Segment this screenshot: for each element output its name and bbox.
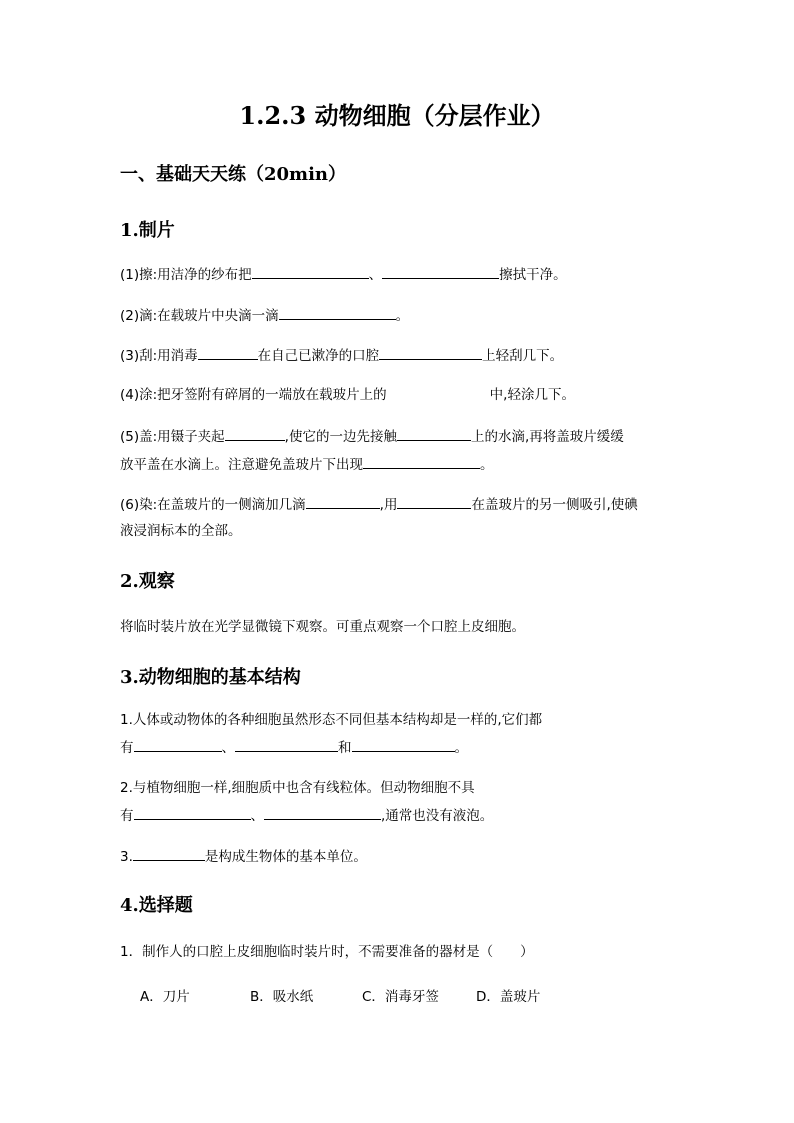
- observe-text: 将临时装片放在光学显微镜下观察。可重点观察一个口腔上皮细胞。: [120, 619, 525, 635]
- blank-field[interactable]: [235, 737, 338, 752]
- choice-options: [140, 987, 566, 1007]
- question-structure-2: 2.与植物细胞一样,细胞质中也含有线粒体。但动物细胞不具: [120, 780, 475, 796]
- heading-observe: 2.观察: [120, 571, 175, 592]
- heading-slide-making: 1.制片: [120, 220, 175, 241]
- question-structure-1: 1.人体或动物体的各种细胞虽然形态不同但基本结构却是一样的,它们都: [120, 712, 543, 728]
- blank-field[interactable]: [382, 264, 499, 279]
- blank-field[interactable]: [379, 345, 482, 360]
- blank-field[interactable]: [279, 305, 396, 320]
- question-wipe: (1)擦:用洁净的纱布把 、 擦拭干净。: [120, 264, 567, 285]
- question-stain: (6)染:在盖玻片的一侧滴加几滴 ,用 在盖玻片的另一侧吸引,使碘: [120, 494, 638, 515]
- heading-multiple-choice: 4.选择题: [120, 895, 193, 916]
- question-structure-2-cont: 有 、 ,通常也没有液泡。: [120, 805, 493, 826]
- option-b[interactable]: B．吸水纸: [250, 989, 314, 1005]
- blank-field[interactable]: [306, 494, 380, 509]
- question-smear: (4)涂:把牙签附有碎屑的一端放在载玻片上的 中,轻涂几下。: [120, 387, 575, 403]
- blank-field[interactable]: [397, 426, 471, 441]
- heading-cell-structure: 3.动物细胞的基本结构: [120, 667, 301, 688]
- blank-field[interactable]: [264, 805, 381, 820]
- question-cover: (5)盖:用镊子夹起 ,使它的一边先接触 上的水滴,再将盖玻片缓缓: [120, 426, 624, 447]
- blank-field[interactable]: [252, 264, 369, 279]
- section-heading-basic: 一、基础天天练（20min）: [120, 164, 347, 185]
- option-c[interactable]: C．消毒牙签: [362, 989, 439, 1005]
- choice-question-1: 1．制作人的口腔上皮细胞临时装片时，不需要准备的器材是（ ）: [120, 944, 534, 960]
- blank-field[interactable]: [133, 846, 205, 861]
- question-cover-cont: 放平盖在水滴上。注意避免盖玻片下出现 。: [120, 454, 494, 475]
- blank-field[interactable]: [352, 737, 455, 752]
- option-a[interactable]: A．刀片: [140, 989, 190, 1005]
- blank-field[interactable]: [134, 805, 251, 820]
- blank-field[interactable]: [134, 737, 222, 752]
- blank-field[interactable]: [198, 345, 258, 360]
- question-structure-1-cont: 有 、 和 。: [120, 737, 468, 758]
- question-structure-3: 3. 是构成生物体的基本单位。: [120, 846, 367, 867]
- option-d[interactable]: D．盖玻片: [476, 989, 541, 1005]
- question-drop: (2)滴:在载玻片中央滴一滴 。: [120, 305, 409, 326]
- page-title: 1.2.3 动物细胞（分层作业）: [239, 101, 555, 130]
- blank-field[interactable]: [397, 494, 471, 509]
- blank-field[interactable]: [225, 426, 285, 441]
- question-stain-cont: 液浸润标本的全部。: [120, 523, 242, 539]
- question-scrape: (3)刮:用消毒 在自己已漱净的口腔 上轻刮几下。: [120, 345, 563, 366]
- blank-field[interactable]: [363, 454, 480, 469]
